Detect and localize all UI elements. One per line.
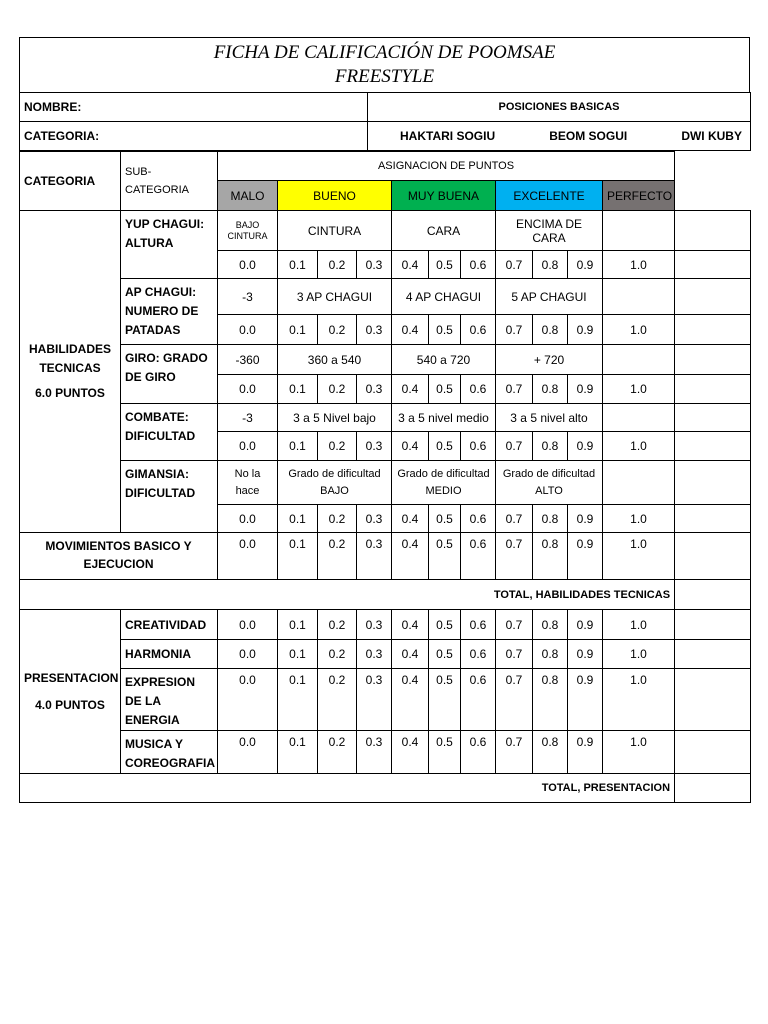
score-cell[interactable]: 0.9 <box>568 432 603 461</box>
score-cell[interactable]: 0.9 <box>568 731 603 774</box>
desc-excelente: 5 AP CHAGUI <box>496 279 603 315</box>
score-cell[interactable]: 1.0 <box>603 375 675 404</box>
posicion-2: BEOM SOGUI <box>549 129 628 143</box>
score-cell[interactable]: 0.4 <box>392 315 429 345</box>
desc-bueno: CINTURA <box>278 211 392 251</box>
presentacion-label: PRESENTACION <box>24 670 119 685</box>
total-cell[interactable] <box>675 315 751 345</box>
desc-perfecto <box>603 345 675 375</box>
subcategory-2: GIRO: GRADO DE GIRO <box>121 345 218 404</box>
score-cell[interactable]: 0.7 <box>496 669 533 731</box>
score-cell[interactable]: 0.8 <box>533 505 568 533</box>
score-cell[interactable]: 0.8 <box>533 375 568 404</box>
grade-muy-buena: MUY BUENA <box>392 181 496 211</box>
score-cell[interactable]: 0.1 <box>278 533 318 580</box>
total-cell[interactable] <box>675 610 751 640</box>
desc-muy-buena: 3 a 5 nivel medio <box>392 404 496 432</box>
total-cell[interactable] <box>675 669 751 731</box>
score-cell[interactable]: 0.1 <box>278 432 318 461</box>
score-cell[interactable]: 0.6 <box>461 432 496 461</box>
score-cell[interactable]: 0.4 <box>392 533 429 580</box>
grade-malo: MALO <box>218 181 278 211</box>
total-cell[interactable] <box>675 505 751 533</box>
score-cell[interactable]: 0.3 <box>357 610 392 640</box>
score-cell[interactable]: 0.3 <box>357 731 392 774</box>
score-cell[interactable]: 0.8 <box>533 610 568 640</box>
total-cell[interactable] <box>675 279 751 315</box>
categoria-label: CATEGORIA: <box>24 129 100 143</box>
score-cell[interactable]: 1.0 <box>603 251 675 279</box>
score-cell[interactable]: 0.7 <box>496 315 533 345</box>
score-cell[interactable]: 0.5 <box>429 375 461 404</box>
score-cell[interactable]: 0.2 <box>318 640 357 669</box>
score-cell[interactable]: 1.0 <box>603 731 675 774</box>
score-cell[interactable]: 0.0 <box>218 533 278 580</box>
score-cell[interactable]: 0.1 <box>278 251 318 279</box>
scoring-sheet <box>19 37 750 803</box>
presentacion-points: 4.0 PUNTOS <box>35 697 105 712</box>
score-cell[interactable]: 1.0 <box>603 669 675 731</box>
movimientos-label: MOVIMIENTOS BASICO Y EJECUCION <box>20 533 218 580</box>
presentacion-item-3: MUSICA Y COREOGRAFIA <box>121 731 218 774</box>
score-cell[interactable]: 0.1 <box>278 505 318 533</box>
score-cell[interactable]: 0.7 <box>496 640 533 669</box>
score-cell[interactable]: 0.7 <box>496 533 533 580</box>
score-cell[interactable]: 0.5 <box>429 251 461 279</box>
presentacion-item-0: CREATIVIDAD <box>121 610 218 640</box>
desc-perfecto <box>603 461 675 505</box>
total-cell[interactable] <box>675 345 751 375</box>
total-cell[interactable] <box>675 731 751 774</box>
score-cell[interactable]: 1.0 <box>603 610 675 640</box>
presentacion-item-2: EXPRESION DE LA ENERGIA <box>121 669 218 731</box>
score-cell[interactable]: 0.2 <box>318 731 357 774</box>
nombre-label: NOMBRE: <box>24 100 82 114</box>
desc-malo: -3 <box>218 279 278 315</box>
score-cell[interactable]: 0.9 <box>568 315 603 345</box>
total-habilidades-label: TOTAL, HABILIDADES TECNICAS <box>20 580 675 610</box>
score-cell[interactable]: 0.4 <box>392 610 429 640</box>
col-categoria: CATEGORIA <box>20 152 121 211</box>
score-cell[interactable]: 0.4 <box>392 251 429 279</box>
score-cell[interactable]: 0.5 <box>429 669 461 731</box>
score-cell[interactable]: 0.8 <box>533 251 568 279</box>
habilidades-category <box>20 211 121 533</box>
score-cell[interactable]: 0.3 <box>357 375 392 404</box>
score-cell[interactable]: 0.5 <box>429 315 461 345</box>
desc-malo: -360 <box>218 345 278 375</box>
score-cell[interactable]: 0.3 <box>357 533 392 580</box>
total-cell[interactable] <box>675 640 751 669</box>
subcategory-3: COMBATE: DIFICULTAD <box>121 404 218 461</box>
score-cell[interactable]: 0.2 <box>318 315 357 345</box>
total-presentacion-label: TOTAL, PRESENTACION <box>20 774 675 803</box>
col-subcategoria: SUB-CATEGORIA <box>121 152 218 211</box>
score-cell[interactable]: 0.4 <box>392 731 429 774</box>
score-cell[interactable]: 0.9 <box>568 505 603 533</box>
score-cell[interactable]: 0.1 <box>278 640 318 669</box>
score-cell[interactable]: 0.4 <box>392 640 429 669</box>
score-cell[interactable]: 0.2 <box>318 432 357 461</box>
score-cell[interactable]: 0.0 <box>218 505 278 533</box>
score-cell[interactable]: 0.9 <box>568 640 603 669</box>
grade-excelente: EXCELENTE <box>496 181 603 211</box>
desc-perfecto <box>603 404 675 432</box>
habilidades-label: HABILIDADES TECNICAS <box>28 342 111 375</box>
score-cell[interactable]: 0.1 <box>278 315 318 345</box>
score-cell[interactable]: 0.5 <box>429 610 461 640</box>
score-cell[interactable]: 0.9 <box>568 533 603 580</box>
score-cell[interactable]: 0.5 <box>429 640 461 669</box>
score-cell[interactable]: 0.6 <box>461 375 496 404</box>
score-cell[interactable]: 0.2 <box>318 533 357 580</box>
score-cell[interactable]: 0.6 <box>461 505 496 533</box>
total-cell[interactable] <box>675 375 751 404</box>
score-cell[interactable]: 0.0 <box>218 315 278 345</box>
nombre-field[interactable] <box>20 93 368 122</box>
score-cell[interactable]: 0.2 <box>318 610 357 640</box>
habilidades-points: 6.0 PUNTOS <box>35 386 105 400</box>
score-cell[interactable]: 0.2 <box>318 375 357 404</box>
posiciones-row <box>368 122 751 151</box>
score-cell[interactable]: 0.4 <box>392 432 429 461</box>
score-cell[interactable]: 0.6 <box>461 533 496 580</box>
score-cell[interactable]: 0.9 <box>568 251 603 279</box>
desc-excelente: + 720 <box>496 345 603 375</box>
score-cell[interactable]: 0.6 <box>461 315 496 345</box>
score-cell[interactable]: 1.0 <box>603 315 675 345</box>
score-cell[interactable]: 0.8 <box>533 315 568 345</box>
subcategory-1: AP CHAGUI: NUMERO DE PATADAS <box>121 279 218 345</box>
total-cell[interactable] <box>675 461 751 505</box>
score-cell[interactable]: 0.0 <box>218 731 278 774</box>
grade-bueno: BUENO <box>278 181 392 211</box>
total-cell[interactable] <box>675 251 751 279</box>
score-cell[interactable]: 0.2 <box>318 505 357 533</box>
presentacion-category <box>20 610 121 774</box>
header-table <box>19 92 751 151</box>
score-cell[interactable]: 0.0 <box>218 669 278 731</box>
score-cell[interactable]: 0.5 <box>429 533 461 580</box>
presentacion-item-1: HARMONIA <box>121 640 218 669</box>
score-cell[interactable]: 0.7 <box>496 505 533 533</box>
desc-malo: No la hace <box>218 461 278 505</box>
score-cell[interactable]: 0.1 <box>278 669 318 731</box>
score-table <box>19 151 751 803</box>
score-cell[interactable]: 0.1 <box>278 610 318 640</box>
posiciones-label: POSICIONES BASICAS <box>368 93 751 122</box>
score-cell[interactable]: 0.0 <box>218 610 278 640</box>
desc-excelente: ENCIMA DE CARA <box>496 211 603 251</box>
score-cell[interactable]: 0.7 <box>496 731 533 774</box>
score-cell[interactable]: 0.1 <box>278 375 318 404</box>
score-cell[interactable]: 0.0 <box>218 251 278 279</box>
score-cell[interactable]: 0.7 <box>496 610 533 640</box>
score-cell[interactable]: 0.4 <box>392 669 429 731</box>
score-cell[interactable]: 0.0 <box>218 432 278 461</box>
total-cell[interactable] <box>675 432 751 461</box>
score-cell[interactable]: 0.5 <box>429 731 461 774</box>
score-cell[interactable]: 0.0 <box>218 375 278 404</box>
score-cell[interactable]: 0.3 <box>357 505 392 533</box>
col-asignacion: ASIGNACION DE PUNTOS <box>218 152 675 181</box>
desc-bueno: 3 a 5 Nivel bajo <box>278 404 392 432</box>
title-line-1: FICHA DE CALIFICACIÓN DE POOMSAE <box>213 42 556 63</box>
desc-bueno: Grado de dificultad BAJO <box>278 461 392 505</box>
score-cell[interactable]: 0.3 <box>357 251 392 279</box>
score-cell[interactable]: 0.3 <box>357 640 392 669</box>
desc-bueno: 3 AP CHAGUI <box>278 279 392 315</box>
score-cell[interactable]: 0.8 <box>533 432 568 461</box>
score-cell[interactable]: 0.4 <box>392 375 429 404</box>
desc-muy-buena: Grado de dificultad MEDIO <box>392 461 496 505</box>
desc-muy-buena: 540 a 720 <box>392 345 496 375</box>
score-cell[interactable]: 0.6 <box>461 669 496 731</box>
score-cell[interactable]: 0.2 <box>318 669 357 731</box>
desc-perfecto <box>603 279 675 315</box>
desc-excelente: 3 a 5 nivel alto <box>496 404 603 432</box>
score-cell[interactable]: 0.8 <box>533 731 568 774</box>
score-cell[interactable]: 1.0 <box>603 533 675 580</box>
desc-muy-buena: CARA <box>392 211 496 251</box>
desc-excelente: Grado de dificultad ALTO <box>496 461 603 505</box>
score-cell[interactable]: 0.3 <box>357 669 392 731</box>
score-cell[interactable]: 0.2 <box>318 251 357 279</box>
desc-muy-buena: 4 AP CHAGUI <box>392 279 496 315</box>
score-cell[interactable]: 0.6 <box>461 251 496 279</box>
desc-perfecto <box>603 211 675 251</box>
desc-malo: BAJO CINTURA <box>218 211 278 251</box>
desc-malo: -3 <box>218 404 278 432</box>
total-cell[interactable] <box>675 533 751 580</box>
score-cell[interactable]: 0.6 <box>461 731 496 774</box>
score-cell[interactable]: 0.9 <box>568 375 603 404</box>
categoria-field[interactable] <box>20 122 368 151</box>
score-cell[interactable]: 0.3 <box>357 315 392 345</box>
total-cell[interactable] <box>675 404 751 432</box>
desc-bueno: 360 a 540 <box>278 345 392 375</box>
score-cell[interactable]: 1.0 <box>603 505 675 533</box>
posicion-3: DWI KUBY <box>681 129 742 143</box>
score-cell[interactable]: 0.6 <box>461 610 496 640</box>
total-cell[interactable] <box>675 211 751 251</box>
score-cell[interactable]: 0.3 <box>357 432 392 461</box>
score-cell[interactable]: 0.8 <box>533 533 568 580</box>
score-cell[interactable]: 0.7 <box>496 375 533 404</box>
score-cell[interactable]: 0.1 <box>278 731 318 774</box>
grade-perfecto: PERFECTO <box>603 181 675 211</box>
score-cell[interactable]: 0.7 <box>496 432 533 461</box>
score-cell[interactable]: 0.0 <box>218 640 278 669</box>
sheet-title <box>19 37 750 92</box>
score-cell[interactable]: 0.4 <box>392 505 429 533</box>
score-cell[interactable]: 0.9 <box>568 610 603 640</box>
title-line-2: FREESTYLE <box>334 66 435 87</box>
score-cell[interactable]: 0.6 <box>461 640 496 669</box>
score-cell[interactable]: 0.8 <box>533 669 568 731</box>
subcategory-0: YUP CHAGUI: ALTURA <box>121 211 218 279</box>
score-cell[interactable]: 0.8 <box>533 640 568 669</box>
posicion-1: HAKTARI SOGIU <box>400 129 496 143</box>
score-cell[interactable]: 1.0 <box>603 640 675 669</box>
score-cell[interactable]: 0.7 <box>496 251 533 279</box>
score-cell[interactable]: 0.5 <box>429 432 461 461</box>
subcategory-4: GIMANSIA: DIFICULTAD <box>121 461 218 533</box>
total-habilidades-value[interactable] <box>675 580 751 610</box>
total-presentacion-value[interactable] <box>675 774 751 803</box>
score-cell[interactable]: 1.0 <box>603 432 675 461</box>
blank-cell <box>675 152 751 211</box>
score-cell[interactable]: 0.9 <box>568 669 603 731</box>
score-cell[interactable]: 0.5 <box>429 505 461 533</box>
